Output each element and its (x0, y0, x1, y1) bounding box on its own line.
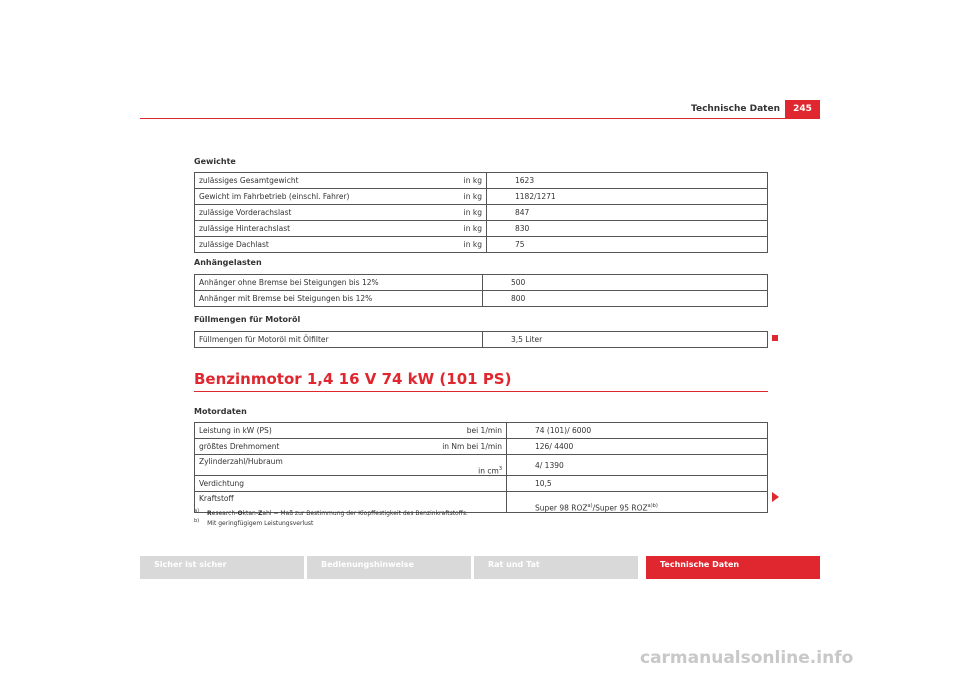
gewichte-table (194, 172, 768, 253)
nav-tab-sicher-ist-sicher[interactable]: Sicher ist sicher (140, 556, 304, 579)
section-label-motordaten: Motordaten (194, 407, 247, 416)
row-unit: bei 1/min (438, 423, 507, 439)
footnote-text-part: ahl = Maß zur Bestimmung der Klopffestigkeit des Benzinkraftstoffs. (262, 510, 468, 517)
footnote-bold-letter: O (237, 510, 243, 517)
table-row (195, 476, 768, 492)
row-unit: in Nm bei 1/min (438, 439, 507, 455)
table-row (195, 205, 768, 221)
fuel-value-b: /Super 95 ROZ (592, 503, 648, 512)
footnote-bold-letter: Z (258, 510, 263, 517)
footnote-text: Mit geringfügigem Leistungsverlust (207, 520, 314, 527)
table-row (195, 173, 768, 189)
row-name: größtes Drehmoment (195, 439, 439, 455)
table-row (195, 221, 768, 237)
table-row (195, 332, 768, 348)
row-value: 500 (483, 275, 768, 291)
continue-arrow-icon (772, 492, 779, 502)
footnote-text-part: esearch- (211, 510, 238, 517)
row-value: 800 (483, 291, 768, 307)
row-name: Füllmengen für Motoröl mit Ölfilter (195, 332, 483, 348)
row-name: Verdichtung (195, 476, 439, 492)
engine-heading-divider (194, 391, 768, 392)
footnote-text-part: ktan- (242, 510, 259, 517)
row-value: 1182/1271 (487, 189, 768, 205)
header-divider (140, 118, 820, 119)
row-value: 1623 (487, 173, 768, 189)
fuel-footnote-a: a) (587, 502, 593, 509)
footnote-a (194, 508, 468, 518)
section-label-gewichte: Gewichte (194, 157, 236, 166)
footnotes (194, 508, 468, 528)
row-unit (438, 476, 507, 492)
row-name: zulässige Hinterachslast (195, 221, 439, 237)
page-number: 245 (785, 100, 820, 118)
section-label-anhaengelasten: Anhängelasten (194, 258, 262, 267)
page-header-title: Technische Daten (691, 104, 780, 114)
row-unit: in kg (438, 221, 487, 237)
row-value: 830 (487, 221, 768, 237)
row-name: Kraftstoff (195, 492, 439, 513)
unit-superscript: 3 (498, 465, 502, 472)
row-name: zulässige Vorderachslast (195, 205, 439, 221)
row-name: zulässige Dachlast (195, 237, 439, 253)
row-name: Zylinderzahl/Hubraum (195, 455, 439, 476)
row-value: 74 (101)/ 6000 (507, 423, 768, 439)
row-unit: in kg (438, 237, 487, 253)
footnote-bold-letter: R (207, 510, 212, 517)
table-row (195, 291, 768, 307)
nav-tab-technische-daten[interactable]: Technische Daten (646, 556, 820, 579)
row-value: 847 (487, 205, 768, 221)
row-name: Anhänger ohne Bremse bei Steigungen bis 12% (195, 275, 483, 291)
row-name: zulässiges Gesamtgewicht (195, 173, 439, 189)
table-row (195, 275, 768, 291)
table-row (195, 439, 768, 455)
table-row (195, 189, 768, 205)
fuel-value-a: Super 98 ROZ (535, 503, 588, 512)
row-value: 4/ 1390 (507, 455, 768, 476)
table-row (195, 455, 768, 476)
row-value (507, 492, 768, 513)
row-value: 126/ 4400 (507, 439, 768, 455)
anhaengelasten-table (194, 274, 768, 307)
fuel-footnote-b: a)b) (647, 502, 658, 509)
unit-text: in cm (478, 466, 499, 475)
table-row (195, 237, 768, 253)
row-value: 75 (487, 237, 768, 253)
row-unit: in kg (438, 189, 487, 205)
engine-heading: Benzinmotor 1,4 16 V 74 kW (101 PS) (194, 370, 512, 388)
row-name: Leistung in kW (PS) (195, 423, 439, 439)
row-unit (438, 455, 507, 476)
row-unit: in kg (438, 205, 487, 221)
table-row (195, 423, 768, 439)
section-end-marker-icon (772, 335, 778, 341)
row-value: 3,5 Liter (483, 332, 768, 348)
footnote-b (194, 518, 468, 528)
nav-tab-rat-und-tat[interactable]: Rat und Tat (474, 556, 638, 579)
row-name: Anhänger mit Bremse bei Steigungen bis 12% (195, 291, 483, 307)
footnote-marker: a) (194, 508, 200, 514)
nav-tab-bedienungshinweise[interactable]: Bedienungshinweise (307, 556, 471, 579)
watermark: carmanualsonline.info (640, 648, 854, 668)
row-value: 10,5 (507, 476, 768, 492)
fuellmengen-table (194, 331, 768, 348)
row-unit: in kg (438, 173, 487, 189)
row-name: Gewicht im Fahrbetrieb (einschl. Fahrer) (195, 189, 439, 205)
footnote-marker: b) (194, 518, 200, 524)
section-label-fuellmengen: Füllmengen für Motoröl (194, 315, 301, 324)
motordaten-table (194, 422, 768, 513)
